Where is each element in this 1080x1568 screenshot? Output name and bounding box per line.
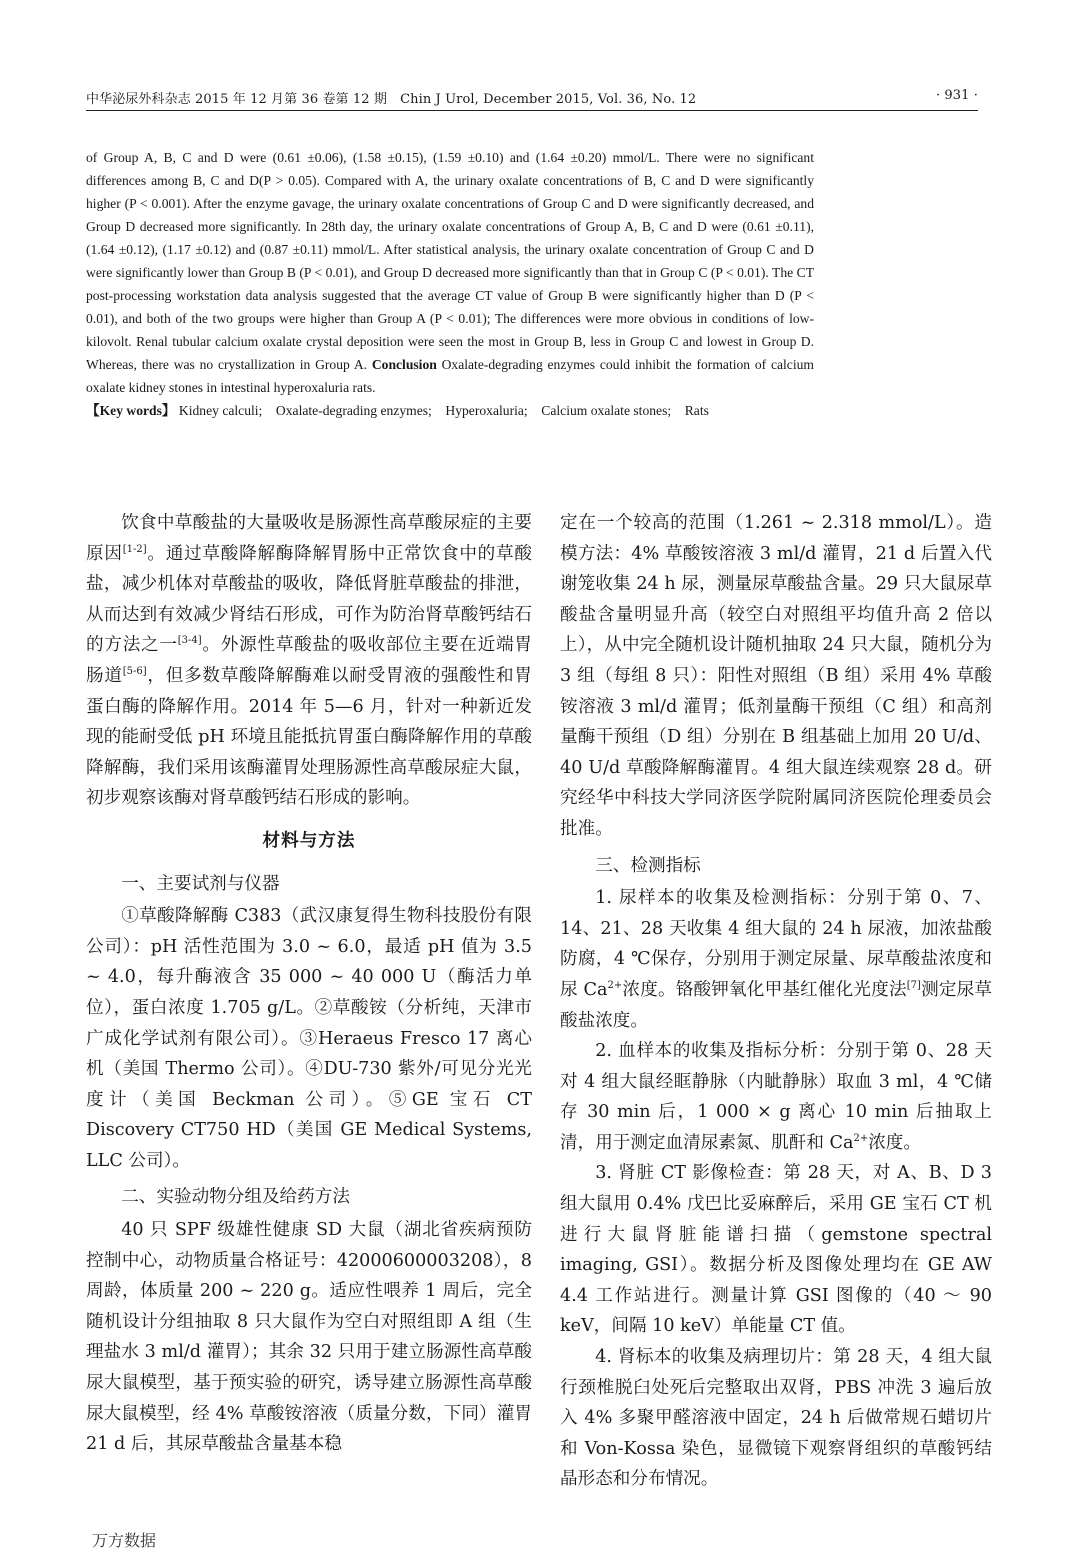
citation-ref: [1-2] xyxy=(122,543,147,555)
watermark: 万方数据 xyxy=(92,1531,157,1550)
indicator-urine: 1. 尿样本的收集及检测指标：分别于第 0、7、14、21、28 天收集 4 组大鼠的 24 h 尿液，加浓盐酸防腐，4 ℃保存，分别用于测定尿量、尿草酸盐浓度和尿 $Ca^{2+}$浓度。铬酸钾氧化甲基红催化光度法[7]测定尿草酸盐浓度。 xyxy=(560,888,992,1031)
indicator-ct: 3. 肾脏 CT 影像检查：第 28 天，对 A、B、D 3 组大鼠用 0.4% 戊巴比妥麻醉后，采用 GE 宝石 CT 机进行大鼠肾脏能谱扫描（gemstone spectral imaging, GSI）。数据分析及图像处理均在 GE AW 4.4 工作站进行。测量计算 GSI 图像的（40 ～ 90 keV，间隔 10 keV）单能量 CT 值。 xyxy=(560,1163,992,1337)
keywords-label: 【Key words】 xyxy=(86,403,176,418)
abstract-results: of Group A, B, C and D were (0.61 ±0.06), (1.58 ±0.15), (1.59 ±0.10) and (1.64 ±0.20) mmol/L. There were no significant differences among B, C and D(P > 0.05). Compared with A, the urinary oxalate concentrations of B, C and D were significantly higher (P < 0.001). After the enzyme gavage, the urinary oxalate concentrations of Group C and D were significantly decreased, and Group D decreased more significantly. In 28th day, the urinary oxalate concentrations of Group A, B, C and D were (0.61 ±0.11), (1.64 ±0.12), (1.17 ±0.12) and (0.87 ±0.11) mmol/L. After statistical analysis, the urinary oxalate concentration of Group C and D were significantly lower than Group B (P < 0.01), and Group D decreased more significantly than that in Group C (P < 0.01). The CT post-processing workstation data analysis suggested that the average CT value of Group B were significantly higher than D (P < 0.01), and both of the two groups were higher than Group A (P < 0.01); The differences were more obvious in conditions of low-kilovolt. Renal tubular calcium oxalate crystal deposition were seen the most in Group B, less in Group C and lowest in Group D. Whereas, there was no crystallization in Group A. Conclusion Oxalate-degrading enzymes could inhibit the formation of calcium oxalate kidney stones in intestinal hyperoxaluria rats. xyxy=(86,150,814,395)
subsection-reagents: 一、主要试剂与仪器 xyxy=(121,873,280,894)
reagents-paragraph: ①草酸降解酶 C383（武汉康复得生物科技股份有限公司）：pH 活性范围为 3.0 ~ 6.0，最适 pH 值为 3.5 ~ 4.0，每升酶液含 35 000 ~ 40 000 U（酶活力单位），蛋白浓度 1.705 g/L。②草酸铵（分析纯，天津市广成化学试剂有限公司）。③Heraeus Fresco 17 离心机（美国 Thermo 公司）。④DU-730 紫外/可见分光光度计（美国 Beckman 公司）。⑤GE 宝石 CT Discovery CT750 HD（美国 GE Medical Systems, LLC 公司）。 xyxy=(86,906,532,1171)
citation-ref: [3-4] xyxy=(177,635,202,647)
introduction-paragraph: 饮食中草酸盐的大量吸收是肠源性高草酸尿症的主要原因[1-2]。通过草酸降解酶降解胃肠中正常饮食中的草酸盐，减少机体对草酸盐的吸收，降低肾脏草酸盐的排泄，从而达到有效减少肾结石形成，可作为防治肾草酸钙结石的方法之一[3-4]。外源性草酸盐的吸收部位主要在近端胃肠道[5-6]，但多数草酸降解酶难以耐受胃液的强酸性和胃蛋白酶的降解作用。2014 年 5—6 月，针对一种新近发现的能耐受低 pH 环境且能抵抗胃蛋白酶降解作用的草酸降解酶，我们采用该酶灌胃处理肠源性高草酸尿症大鼠，初步观察该酶对肾草酸钙结石形成的影响。 xyxy=(86,513,532,809)
animals-paragraph: 40 只 SPF 级雄性健康 SD 大鼠（湖北省疾病预防控制中心，动物质量合格证号：42000600003208），8 周龄，体质量 200 ~ 220 g。适应性喂养 1 周后，完全随机设计分组抽取 8 只大鼠作为空白对照组即 A 组（生理盐水 3 ml/d 灌胃）；其余 32 只用于建立肠源性高草酸尿大鼠模型，基于预实验的研究，诱导建立肠源性高草酸尿大鼠模型，经 4% 草酸铵溶液（质量分数，下同）灌胃 21 d 后，其尿草酸盐含量基本稳 xyxy=(86,1220,532,1455)
header-rule xyxy=(86,110,978,111)
keywords-text: Kidney calculi; Oxalate-degrading enzymes; Hyperoxaluria; Calcium oxalate stones; Rats xyxy=(178,403,709,418)
english-abstract xyxy=(86,146,814,422)
conclusion-label: Conclusion xyxy=(371,357,437,372)
subsection-indicators: 三、检测指标 xyxy=(595,855,701,876)
subsection-animals: 二、实验动物分组及给药方法 xyxy=(121,1187,350,1208)
journal-citation: 中华泌尿外科杂志 2015 年 12 月第 36 卷第 12 期 Chin J Urol, December 2015, Vol. 36, No. 12 xyxy=(86,92,697,107)
right-column xyxy=(560,508,992,1495)
indicator-blood: 2. 血样本的收集及指标分析：分别于第 0、28 天对 4 组大鼠经眶静脉（内眦静脉）取血 3 ml，4 ℃储存 30 min 后，1 000 × g 离心 10 min 后抽取上清，用于测定血清尿素氮、肌酐和 $Ca^{2+}$浓度。 xyxy=(560,1041,992,1153)
keywords xyxy=(86,399,814,422)
citation-ref: [5-6] xyxy=(122,666,147,678)
indicator-pathology: 4. 肾标本的收集及病理切片：第 28 天，4 组大鼠行颈椎脱臼处死后完整取出双肾，PBS 冲洗 3 遍后放入 4% 多聚甲醛溶液中固定，24 h 后做常规石蜡切片和 Von-Kossa 染色，显微镜下观察肾组织的草酸钙结晶形态和分布情况。 xyxy=(560,1347,992,1490)
section-title-methods: 材料与方法 xyxy=(262,829,356,851)
animals-continued: 定在一个较高的范围（1.261 ~ 2.318 mmol/L）。造模方法：4% 草酸铵溶液 3 ml/d 灌胃，21 d 后置入代谢笼收集 24 h 尿，测量尿草酸盐含量。29 只大鼠尿草酸盐含量明显升高（较空白对照组平均值升高 2 倍以上），从中完全随机设计随机抽取 24 只大鼠，随机分为 3 组（每组 8 只）：阳性对照组（B 组）采用 4% 草酸铵溶液 3 ml/d 灌胃；低剂量酶干预组（C 组）和高剂量酶干预组（D 组）分别在 B 组基础上加用 20 U/d、40 U/d 草酸降解酶灌胃。4 组大鼠连续观察 28 d。研究经华中科技大学同济医学院附属同济医院伦理委员会批准。 xyxy=(560,513,992,839)
citation-ref: [7] xyxy=(906,980,921,992)
conclusion-text: Oxalate-degrading enzymes could inhibit the formation of calcium oxalate kidney stones in intestinal hyperoxaluria rats. xyxy=(86,357,814,395)
page-number: · 931 · xyxy=(935,88,978,103)
left-column xyxy=(86,508,532,1460)
